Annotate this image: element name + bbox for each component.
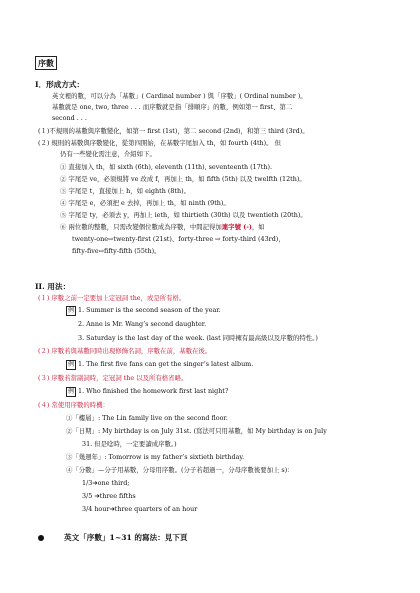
rule-item-4: ④ 字尾是 e，必須把 e 去掉，再加上 th，如 ninth (9th)。 — [60, 199, 230, 207]
example-1-1-text: 1. Summer is the second season of the year. — [78, 306, 221, 314]
usage-rule-1: (１) 序數之前一定要加上定冠詞 the，或是所有格。 — [38, 294, 186, 302]
rule-2-cont: 仍有一些變化需注意，介紹如下。 — [60, 150, 156, 158]
rule-item-6 — [60, 223, 265, 231]
document-title: 序數 — [35, 56, 57, 70]
example-label-box: 例 — [68, 388, 75, 395]
example-label-box: 例 — [68, 307, 75, 314]
section1-heading: I．形成方式： — [35, 80, 85, 89]
example-1-line-1 — [66, 306, 221, 316]
occasion-date: ②「日期」: My birthday is on July 31st. (寫法可只用基數，如 My birthday is on July — [66, 427, 327, 435]
intro-line-1: 英文裡的數，可以分為「基數」( Cardinal number ) 與「序數」( Ordinal number )。 — [52, 92, 307, 100]
usage-rule-3: (３) 序數若當副詞時，定冠詞 the 以及所有格省略。 — [38, 374, 188, 382]
example-2-text: 1. The first five fans can get the singer’s latest album. — [78, 360, 254, 368]
example-1-line-3: 3. Saturday is the last day of the week. (last 同時擁有最高級以及序數的特性。) — [78, 334, 318, 342]
hyphen-highlight: 連字號 (-) — [221, 223, 252, 231]
fraction-example-1: 1/3➔one third; — [82, 479, 130, 487]
example-2-line — [66, 360, 253, 370]
usage-rule-4: (４) 常使用序數的時機： — [38, 401, 109, 409]
occasion-fraction: ④「分數」—分子用基數，分母用序數。(分子若超過一，分母序數後要加上 s)： — [66, 466, 294, 474]
intro-line-2: 基數就是 one, two, three . . . 而序數就是指「排順序」的數，例如第一 first、第二 — [52, 103, 293, 111]
rule-item-6-example-1: twenty-one⇨twenty-first (21st)、forty-three ⇨ forty-third (43rd)， — [72, 235, 285, 243]
example-label-box: 例 — [68, 361, 75, 368]
intro-line-3: second . . . — [52, 114, 87, 122]
fraction-example-3: 3/4 hour➔three quarters of an hour — [82, 505, 198, 513]
footer-note: 英文「序數」1~31 的寫法：見下頁 — [64, 533, 188, 542]
rule-item-6-text: ⑥ 兩位數的整數，只需改變個位數成為序數，中間記得加 — [60, 223, 222, 231]
rule-item-3: ③ 字尾是 t，直接加上 h，如 eighth (8th)。 — [60, 187, 190, 195]
usage-rule-2: (２) 序數若與基數同時出現修飾名詞，序數在前，基數在後。 — [38, 347, 212, 355]
rule-item-1: ① 直接加入 th，如 sixth (6th), eleventh (11th), seventeenth (17th). — [60, 163, 273, 171]
occasion-anniversary: ③「幾週年」: Tomorrow is my father’s sixtieth birthday. — [66, 453, 245, 461]
example-3-line — [66, 387, 228, 397]
fraction-example-2: 3/5 ➔three fifths — [82, 492, 136, 500]
example-3-text: 1. Who finished the homework first last night? — [78, 387, 229, 395]
occasion-floor: ①「樓層」: The Lin family live on the second floor. — [66, 414, 228, 422]
rule-item-2: ② 字尾是 ve，必須規將 ve 改成 f，再加上 th，如 fifth (5th) 以及 twelfth (12th)。 — [60, 175, 306, 183]
section2-heading: II. 用法： — [35, 282, 71, 291]
bullet-icon — [38, 535, 44, 541]
rule-item-5: ⑤ 字尾是 ty，必須去 y，再加上 ieth，如 thirtieth (30th) 以及 twentieth (20th)。 — [60, 211, 307, 219]
rule-1: (１)不規則的基數與序數變化，如第一 first (1st)，第二 second (2nd)，和第三 third (3rd)。 — [38, 127, 309, 135]
example-1-line-2: 2. Anne is Mr. Wang’s second daughter. — [78, 320, 207, 328]
rule-2: (２) 規則的基數與序數變化，從第四開始，在基數字尾加入 th，如 fourth (4th)。 但 — [38, 139, 281, 147]
rule-item-6-example-2: fifty-five⇨fifty-fifth (55th)。 — [72, 247, 161, 255]
occasion-date-note: 31. 但是唸時，一定要讀成序數。) — [82, 440, 177, 448]
rule-item-6-tail: ，如 — [251, 223, 265, 231]
